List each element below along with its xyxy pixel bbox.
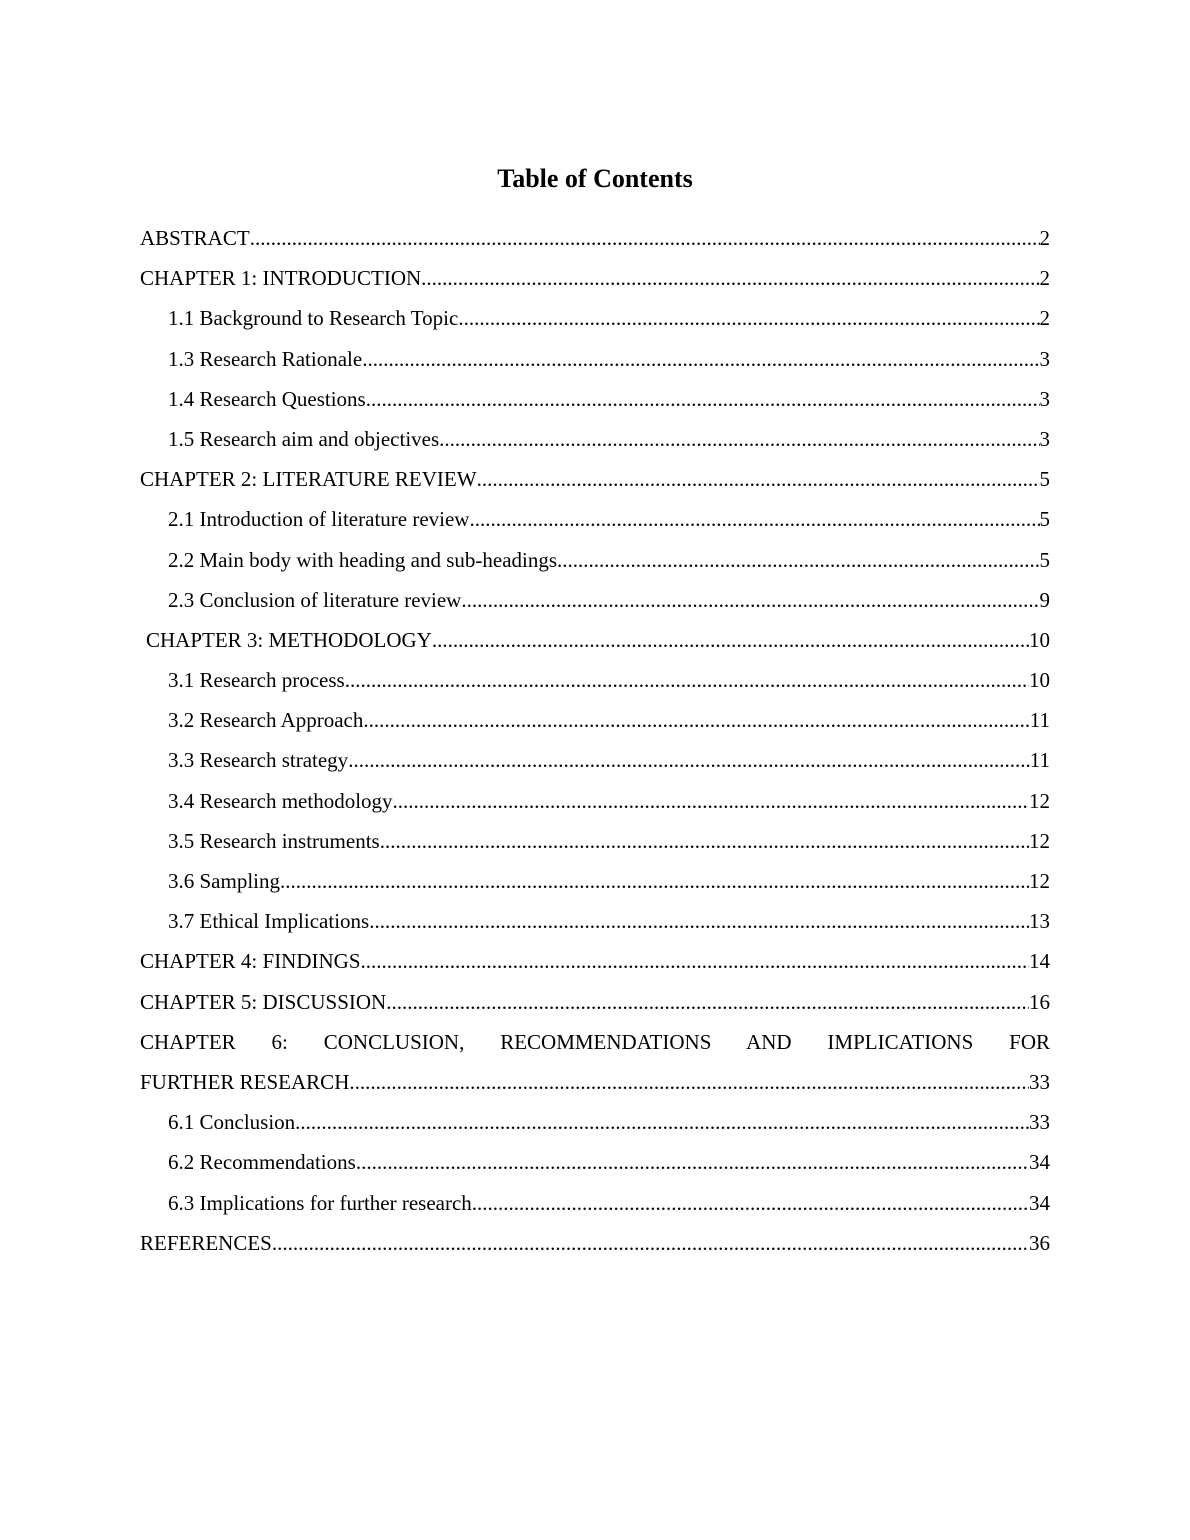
toc-leader-dots [439,419,1039,459]
toc-entry-chapter-4[interactable] [140,941,1050,981]
toc-entry-label: 1.4 Research Questions [168,386,366,411]
toc-entry-3-1[interactable] [140,660,1050,700]
toc-leader-dots [272,1223,1029,1263]
toc-entry-3-7[interactable] [140,901,1050,941]
toc-entry-page: 11 [1029,748,1050,773]
toc-entry-chapter-2[interactable] [140,459,1050,499]
toc-entry-page: 5 [1039,547,1050,572]
toc-entry-3-5[interactable] [140,821,1050,861]
toc-entry-page: 12 [1029,869,1050,893]
toc-entry-page: 5 [1039,467,1050,492]
toc-entry-label: 2.1 Introduction of literature review [168,507,470,532]
toc-entry-label: CHAPTER 1: INTRODUCTION [140,266,422,291]
toc-entry-abstract[interactable] [140,218,1050,258]
toc-leader-dots [458,298,1039,338]
toc-entry-references[interactable] [140,1223,1050,1263]
toc-entry-label: 3.4 Research methodology [168,788,393,813]
toc-entry-label: 3.3 Research strategy [168,748,349,773]
toc-entry-6-2[interactable] [140,1142,1050,1182]
toc-list [140,218,1050,1263]
toc-leader-dots [250,218,1040,258]
toc-entry-page: 33 [1029,1069,1050,1094]
toc-leader-dots [295,1102,1029,1142]
toc-entry-chapter-6-line-1[interactable]: CHAPTER 6: CONCLUSION, RECOMMENDATIONS AND IMPLICATIONS FOR [140,1029,1050,1054]
toc-entry-2-3[interactable] [140,580,1050,620]
toc-leader-dots [362,339,1039,379]
toc-entry-label: CHAPTER 3: METHODOLOGY [146,627,432,652]
toc-entry-page: 2 [1039,306,1050,331]
toc-entry-label: 1.3 Research Rationale [168,346,363,371]
toc-entry-label: 1.5 Research aim and objectives [168,426,440,451]
toc-leader-dots [366,379,1040,419]
toc-entry-page: 14 [1029,949,1050,974]
toc-entry-label: ABSTRACT [140,226,250,250]
toc-entry-page: 3 [1039,346,1050,371]
toc-leader-dots [356,1142,1029,1182]
toc-entry-page: 9 [1039,587,1050,612]
toc-leader-dots [477,459,1040,499]
toc-leader-dots [472,1183,1029,1223]
toc-leader-dots [348,740,1030,780]
toc-entry-label: 1.1 Background to Research Topic [168,306,459,331]
toc-entry-6-3[interactable] [140,1183,1050,1223]
toc-leader-dots [421,258,1039,298]
toc-entry-label: CHAPTER 4: FINDINGS [140,949,361,974]
toc-entry-page: 2 [1039,226,1050,250]
toc-entry-page: 2 [1039,266,1050,291]
toc-entry-label: 2.2 Main body with heading and sub-headings [168,547,558,572]
toc-entry-3-2[interactable] [140,700,1050,740]
toc-leader-dots [393,781,1029,821]
toc-entry-label: REFERENCES [140,1230,272,1255]
toc-entry-label: 3.2 Research Approach [168,708,364,733]
toc-entry-chapter-6[interactable] [140,1062,1050,1102]
toc-leader-dots [432,620,1029,660]
toc-leader-dots [369,901,1029,941]
toc-leader-dots [363,700,1029,740]
toc-entry-2-2[interactable] [140,540,1050,580]
toc-entry-1-5[interactable] [140,419,1050,459]
toc-entry-page: 34 [1029,1150,1050,1175]
toc-entry-chapter-3[interactable] [140,620,1050,660]
toc-leader-dots [557,540,1039,580]
toc-entry-page: 33 [1029,1110,1050,1135]
toc-entry-label: 3.7 Ethical Implications [168,909,370,934]
toc-leader-dots [345,660,1029,700]
toc-entry-page: 12 [1029,788,1050,813]
toc-leader-dots [349,1062,1029,1102]
toc-entry-chapter-1[interactable] [140,258,1050,298]
toc-leader-dots [380,821,1029,861]
toc-entry-1-3[interactable] [140,339,1050,379]
toc-leader-dots [461,580,1039,620]
toc-entry-page: 3 [1039,426,1050,451]
toc-entry-page: 16 [1029,989,1050,1014]
toc-entry-page: 36 [1029,1230,1050,1255]
toc-entry-page: 13 [1029,909,1050,934]
toc-entry-page: 34 [1029,1190,1050,1215]
toc-entry-page: 10 [1029,668,1050,693]
toc-entry-3-3[interactable] [140,740,1050,780]
toc-entry-chapter-5[interactable] [140,982,1050,1022]
toc-entry-page: 12 [1029,828,1050,853]
toc-leader-dots [361,941,1029,981]
toc-entry-label: 3.1 Research process [168,668,345,693]
toc-entry-1-4[interactable] [140,379,1050,419]
toc-leader-dots [280,861,1029,901]
toc-entry-page: 5 [1039,507,1050,532]
toc-entry-page: 11 [1029,708,1050,733]
toc-entry-label: 3.5 Research instruments [168,828,380,853]
toc-entry-page: 3 [1039,386,1050,411]
toc-leader-dots [469,499,1039,539]
toc-leader-dots [386,982,1029,1022]
toc-entry-2-1[interactable] [140,499,1050,539]
toc-entry-label: 6.2 Recommendations [168,1150,356,1175]
toc-entry-label: CHAPTER 5: DISCUSSION [140,989,387,1014]
toc-entry-label: 3.6 Sampling [168,869,281,893]
toc-entry-1-1[interactable] [140,298,1050,338]
toc-entry-page: 10 [1029,627,1050,652]
toc-title: Table of Contents [497,164,693,193]
toc-entry-label: 2.3 Conclusion of literature review [168,587,462,612]
toc-entry-3-4[interactable] [140,781,1050,821]
toc-entry-label: FURTHER RESEARCH [140,1069,350,1094]
toc-entry-3-6[interactable] [140,861,1050,901]
toc-entry-6-1[interactable] [140,1102,1050,1142]
toc-entry-label: CHAPTER 2: LITERATURE REVIEW [140,467,477,492]
toc-entry-label: 6.3 Implications for further research [168,1190,472,1215]
toc-entry-label: 6.1 Conclusion [168,1110,296,1135]
